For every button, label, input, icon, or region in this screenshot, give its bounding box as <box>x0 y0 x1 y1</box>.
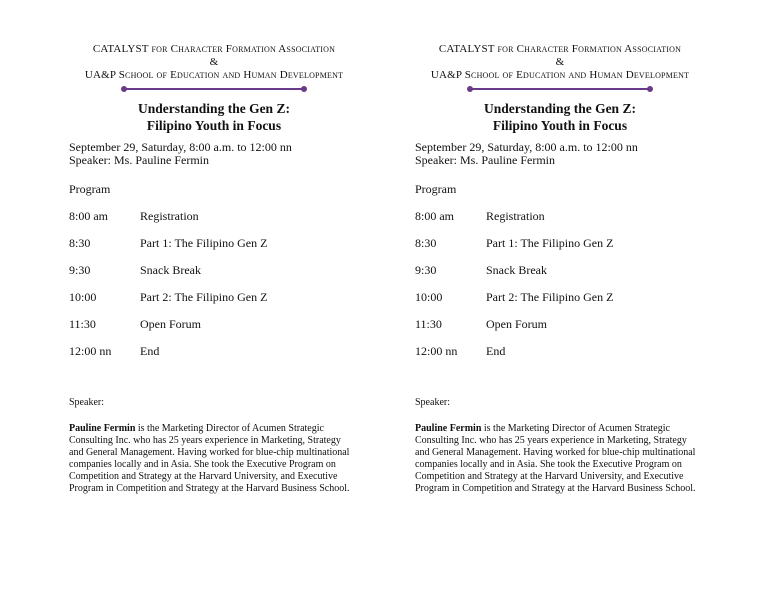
schedule-row <box>69 290 267 305</box>
header-divider <box>470 88 650 90</box>
schedule-event: End <box>140 344 160 358</box>
speaker-label: Speaker: <box>415 397 450 408</box>
org-line-1 <box>415 42 705 56</box>
org-line-3: UA&P School of Education and Human Development <box>84 69 344 81</box>
schedule-row <box>415 344 505 359</box>
program-label: Program <box>415 182 457 196</box>
schedule-time: 8:30 <box>415 236 437 250</box>
org-ampersand: & <box>209 56 219 68</box>
schedule-event: Snack Break <box>140 263 201 277</box>
schedule-row <box>69 263 201 278</box>
schedule-event: Open Forum <box>486 317 547 331</box>
schedule-event: Part 1: The Filipino Gen Z <box>486 236 614 250</box>
schedule-row <box>415 317 547 332</box>
event-date: September 29, Saturday, 8:00 a.m. to 12:00 nn <box>415 140 638 154</box>
org-rest: for Character Formation Association <box>151 43 336 55</box>
schedule-event: Part 2: The Filipino Gen Z <box>140 290 268 304</box>
schedule-row <box>415 290 613 305</box>
schedule-time: 8:00 am <box>415 209 454 223</box>
schedule-event: Open Forum <box>140 317 201 331</box>
bio-text: is the Marketing Director of Acumen Strategic Consulting Inc. who has 25 years experience in Marketing, Strategy and General Management. Having worked for blue-chip multinational companies locally and in Asia. She took the Executive Program on Competition and Strategy at the Harvard University, and Executive Program in Competition and Strategy at the Harvard Business School. <box>69 423 350 494</box>
schedule-time: 10:00 <box>415 290 443 304</box>
speaker-bio <box>415 423 700 495</box>
schedule-event: Registration <box>486 209 545 223</box>
title-line-1: Understanding the Gen Z: <box>138 101 290 116</box>
schedule-event: Part 1: The Filipino Gen Z <box>140 236 268 250</box>
schedule-time: 12:00 nn <box>69 344 112 358</box>
schedule-time: 12:00 nn <box>415 344 458 358</box>
schedule-time: 9:30 <box>69 263 91 277</box>
divider-dot-icon <box>301 86 307 92</box>
schedule-row <box>415 263 547 278</box>
event-speaker: Speaker: Ms. Pauline Fermin <box>415 153 555 167</box>
header-divider <box>124 88 304 90</box>
schedule-event: End <box>486 344 506 358</box>
event-speaker: Speaker: Ms. Pauline Fermin <box>69 153 209 167</box>
schedule-row <box>69 209 199 224</box>
org-rest: for Character Formation Association <box>497 43 682 55</box>
title-line-2: Filipino Youth in Focus <box>146 118 282 133</box>
schedule-time: 8:30 <box>69 236 91 250</box>
schedule-row <box>415 209 545 224</box>
org-ampersand: & <box>555 56 565 68</box>
divider-dot-icon <box>121 86 127 92</box>
program-label: Program <box>69 182 111 196</box>
event-title <box>69 100 359 134</box>
schedule-time: 9:30 <box>415 263 437 277</box>
title-line-2: Filipino Youth in Focus <box>492 118 628 133</box>
schedule-time: 11:30 <box>415 317 442 331</box>
schedule-event: Part 2: The Filipino Gen Z <box>486 290 614 304</box>
schedule-time: 11:30 <box>69 317 96 331</box>
divider-dot-icon <box>467 86 473 92</box>
schedule-row <box>415 236 613 251</box>
schedule-event: Snack Break <box>486 263 547 277</box>
schedule-row <box>69 317 201 332</box>
org-lead: CATALYST <box>438 43 495 55</box>
event-title <box>415 100 705 134</box>
schedule-time: 8:00 am <box>69 209 108 223</box>
event-info <box>69 141 292 167</box>
event-info <box>415 141 638 167</box>
schedule-time: 10:00 <box>69 290 97 304</box>
speaker-bio <box>69 423 354 495</box>
speaker-label: Speaker: <box>69 397 104 408</box>
divider-dot-icon <box>647 86 653 92</box>
schedule-row <box>69 344 159 359</box>
bio-name: Pauline Fermin <box>415 423 482 434</box>
event-date: September 29, Saturday, 8:00 a.m. to 12:00 nn <box>69 140 292 154</box>
org-line-1 <box>69 42 359 56</box>
title-line-1: Understanding the Gen Z: <box>484 101 636 116</box>
bio-text: is the Marketing Director of Acumen Strategic Consulting Inc. who has 25 years experience in Marketing, Strategy and General Management. Having worked for blue-chip multinational companies locally and in Asia. She took the Executive Program on Competition and Strategy at the Harvard University, and Executive Program in Competition and Strategy at the Harvard Business School. <box>415 423 696 494</box>
org-line-3: UA&P School of Education and Human Development <box>430 69 690 81</box>
schedule-row <box>69 236 267 251</box>
schedule-event: Registration <box>140 209 199 223</box>
org-lead: CATALYST <box>92 43 149 55</box>
bio-name: Pauline Fermin <box>69 423 136 434</box>
